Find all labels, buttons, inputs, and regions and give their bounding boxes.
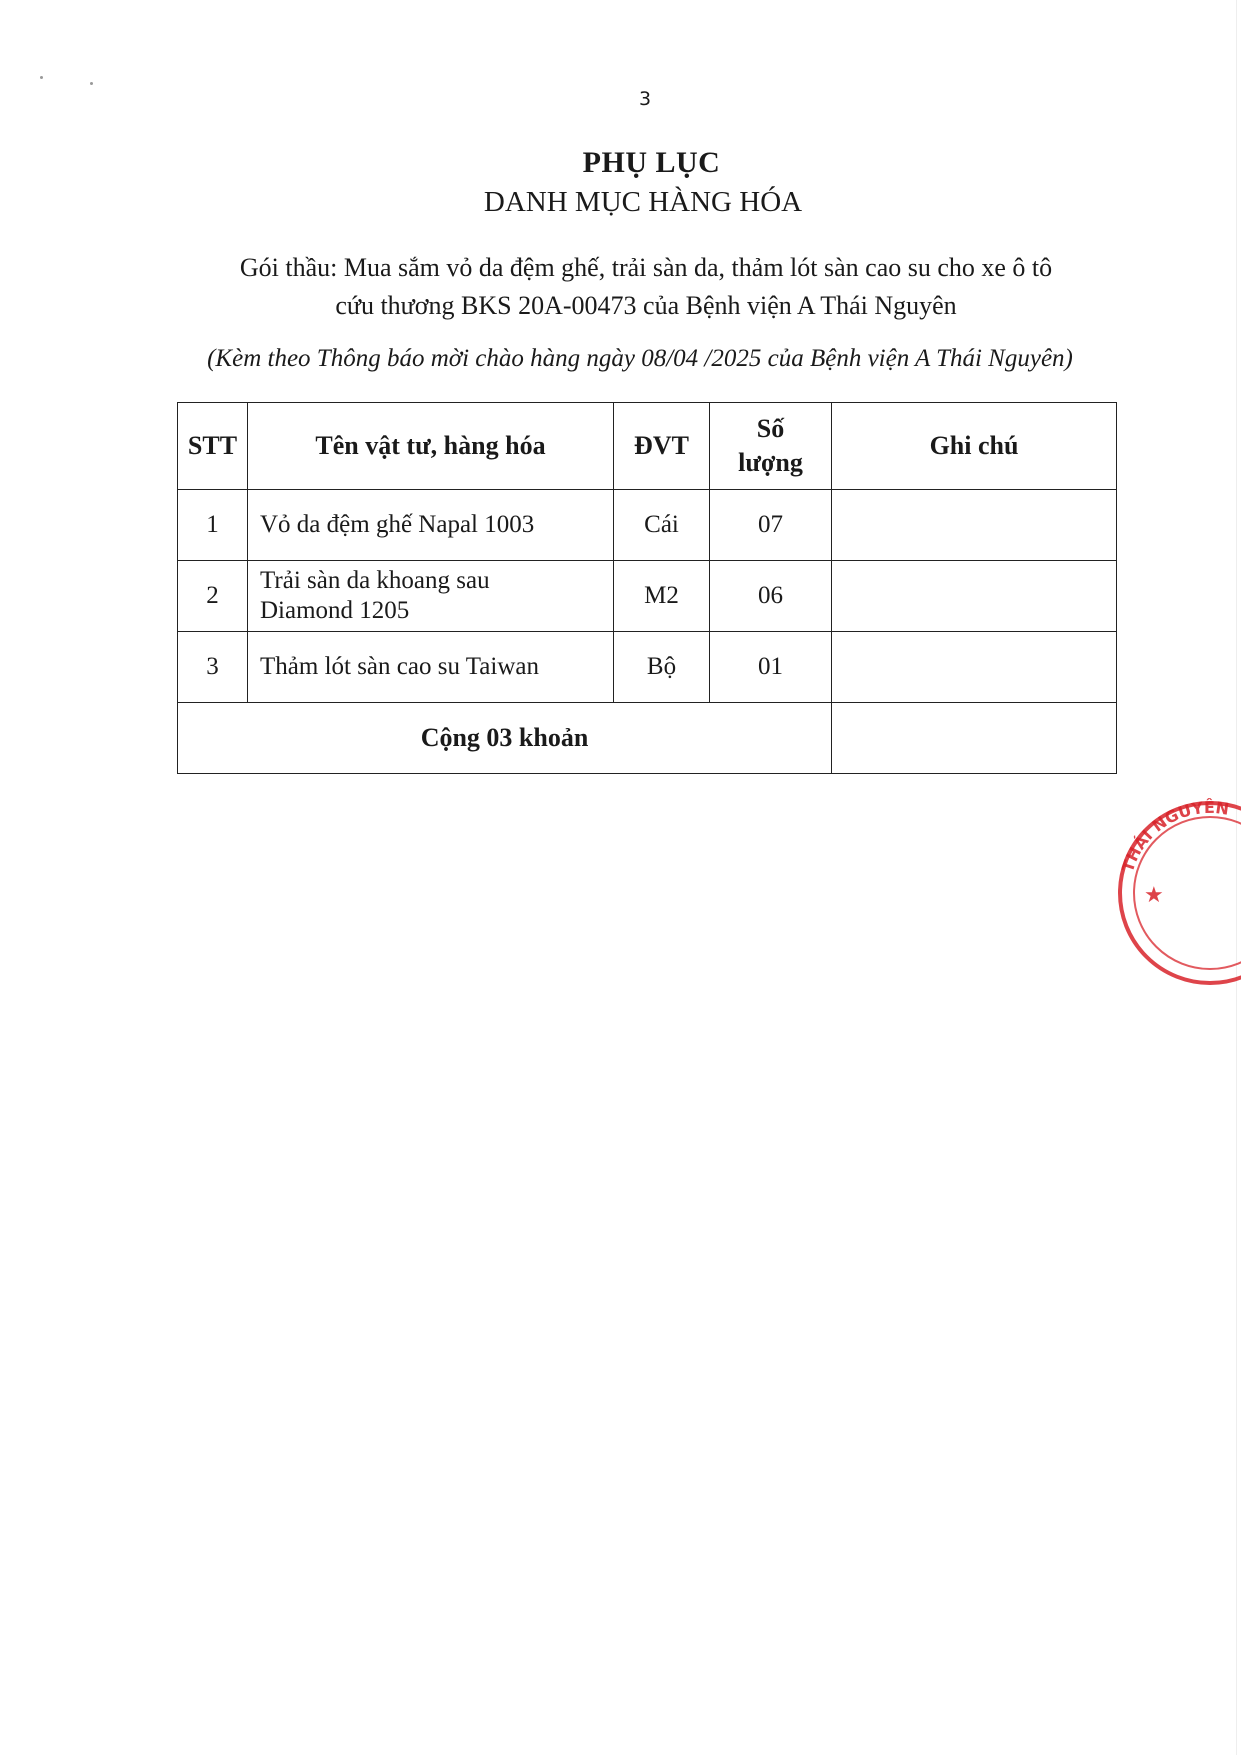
row-stt: 1 bbox=[178, 490, 248, 561]
table-row bbox=[178, 632, 1117, 703]
total-note bbox=[832, 703, 1117, 774]
seal-star-icon: ★ bbox=[1144, 883, 1164, 908]
row-name-line-1: Thảm lót sàn cao su Taiwan bbox=[260, 653, 539, 680]
row-name bbox=[248, 490, 614, 561]
row-quantity: 07 bbox=[710, 490, 832, 561]
appendix-title: PHỤ LỤC bbox=[582, 146, 721, 179]
scan-speck bbox=[90, 82, 93, 85]
total-label: Cộng 03 khoản bbox=[178, 703, 832, 774]
row-quantity: 06 bbox=[710, 561, 832, 632]
row-note bbox=[832, 632, 1117, 703]
goods-table bbox=[177, 402, 1117, 774]
header-quantity-line-2: lượng bbox=[738, 448, 803, 477]
row-name-line-2: Diamond 1205 bbox=[260, 597, 410, 624]
table-row bbox=[178, 561, 1117, 632]
header-note: Ghi chú bbox=[832, 403, 1117, 490]
scan-speck bbox=[40, 76, 43, 79]
package-line-1: Gói thầu: Mua sắm vỏ da đệm ghế, trải sàn da, thảm lót sàn cao su cho xe ô tô bbox=[239, 253, 1053, 282]
header-name: Tên vật tư, hàng hóa bbox=[248, 403, 614, 490]
package-line-2: cứu thương BKS 20A-00473 của Bệnh viện A Thái Nguyên bbox=[335, 291, 957, 320]
package-description bbox=[175, 249, 1117, 325]
seal-outer-ring bbox=[1120, 803, 1241, 983]
header-unit: ĐVT bbox=[614, 403, 710, 490]
header-stt: STT bbox=[178, 403, 248, 490]
red-seal-stamp bbox=[1110, 798, 1241, 988]
row-name bbox=[248, 632, 614, 703]
header-quantity bbox=[710, 403, 832, 490]
row-stt: 3 bbox=[178, 632, 248, 703]
row-name-line-1: Trải sàn da khoang sau bbox=[260, 567, 490, 594]
row-quantity: 01 bbox=[710, 632, 832, 703]
attachment-note: (Kèm theo Thông báo mời chào hàng ngày 08/04 /2025 của Bệnh viện A Thái Nguyên) bbox=[207, 345, 1073, 372]
row-name-line-1: Vỏ da đệm ghế Napal 1003 bbox=[260, 511, 535, 538]
table-row bbox=[178, 490, 1117, 561]
row-unit: M2 bbox=[614, 561, 710, 632]
table-header-row bbox=[178, 403, 1117, 490]
page-number: 3 bbox=[638, 88, 652, 110]
header-quantity-line-1: Số bbox=[756, 414, 785, 443]
row-note bbox=[832, 561, 1117, 632]
row-unit: Bộ bbox=[614, 632, 710, 703]
row-name bbox=[248, 561, 614, 632]
seal-text: THÁI NGUYÊN bbox=[1118, 798, 1231, 875]
goods-list-subtitle: DANH MỤC HÀNG HÓA bbox=[483, 186, 803, 218]
table-total-row bbox=[178, 703, 1117, 774]
row-note bbox=[832, 490, 1117, 561]
row-unit: Cái bbox=[614, 490, 710, 561]
row-stt: 2 bbox=[178, 561, 248, 632]
